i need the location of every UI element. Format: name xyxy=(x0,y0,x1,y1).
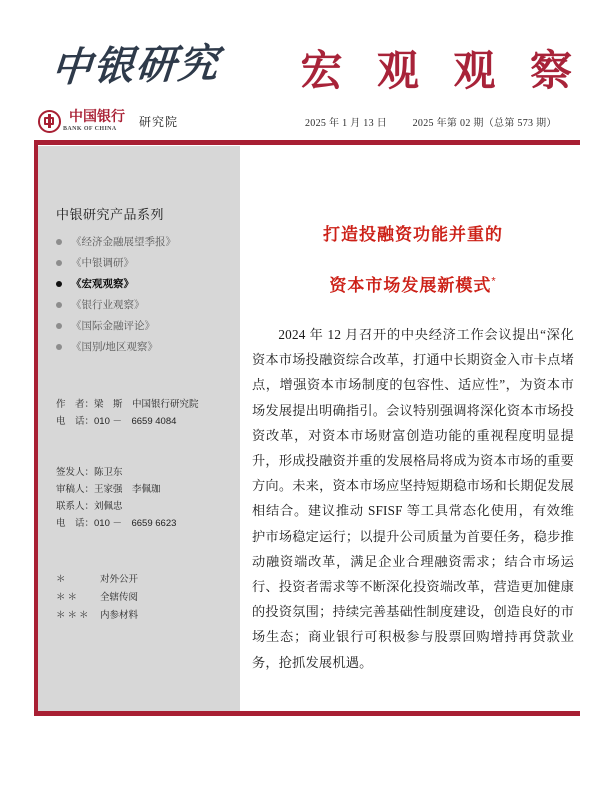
legend-text: 全辖传阅 xyxy=(100,592,139,603)
bullet-icon xyxy=(56,260,62,266)
sidebar-item-label: 《国际金融评论》 xyxy=(71,320,155,332)
sidebar-item-label: 《宏观观察》 xyxy=(71,278,134,290)
sidebar-item-banking-observation[interactable] xyxy=(56,294,231,315)
research-institute-label: 研究院 xyxy=(139,114,179,129)
contact-info-block xyxy=(56,464,236,532)
article-title-line-2 xyxy=(252,271,574,296)
article-title-text: 资本市场发展新模式 xyxy=(329,276,492,295)
sidebar-item-label: 《银行业观察》 xyxy=(71,299,145,311)
sidebar-item-economic-outlook[interactable] xyxy=(56,231,231,252)
bullet-icon xyxy=(56,281,62,287)
author-line: 作 者：梁 斯 中国银行研究院 xyxy=(56,399,199,410)
sidebar-item-intl-finance-review[interactable] xyxy=(56,315,231,336)
sidebar-item-label: 《中银调研》 xyxy=(71,257,134,269)
legend-marks: ＊＊＊ xyxy=(56,610,91,621)
brand-calligraphy-logo: 中银研究 xyxy=(49,40,222,91)
legend-row-public xyxy=(56,571,236,589)
sidebar-item-macro-observation[interactable] xyxy=(56,273,231,294)
legend-marks: ＊ xyxy=(56,574,68,585)
sidebar-item-country-region-observation[interactable] xyxy=(56,336,231,357)
boc-wordmark xyxy=(63,111,125,132)
sidebar xyxy=(38,146,240,711)
issue-number: 2025 年第 02 期（总第 573 期） xyxy=(412,118,557,129)
top-rule xyxy=(34,140,580,145)
bottom-rule xyxy=(34,711,580,716)
author-info-block xyxy=(56,396,236,430)
bank-of-china-logo xyxy=(38,108,178,134)
boc-name-en: BANK OF CHINA xyxy=(63,125,117,132)
issue-date: 2025 年 1 月 13 日 xyxy=(305,118,387,129)
contact-phone-line: 电 话：010 － 6659 6623 xyxy=(56,518,177,529)
boc-emblem-icon xyxy=(38,110,61,133)
legend-marks: ＊＊ xyxy=(56,592,80,603)
issuer-line: 签发人：陈卫东 xyxy=(56,467,123,478)
legend-row-restricted xyxy=(56,607,236,625)
title-footnote-marker: * xyxy=(491,275,497,288)
sidebar-item-label: 《经济金融展望季报》 xyxy=(71,236,176,248)
bullet-icon xyxy=(56,323,62,329)
issue-line xyxy=(305,114,557,129)
article-area xyxy=(252,146,574,711)
journal-title: 宏 观 观 察 xyxy=(300,49,584,95)
legend-text: 内参材料 xyxy=(100,610,139,621)
legend-row-internal-circulation xyxy=(56,589,236,607)
product-series-list xyxy=(56,231,231,357)
article-abstract-body: 2024 年 12 月召开的中央经济工作会议提出“深化资本市场投融资综合改革，打通中长期资金入市卡点堵点，增强资本市场制度的包容性、适应性”，为资本市场发展提出明确指引。会议特别强调将深化资本市场投资改革，对资本市场财富创造功能的重视程度明显提升，形成投融资并重的发展格局将成为资本市场的重要方向。未来，资本市场应坚持短期稳市场和长期促发展相结合。建议推动 SFISF 等工具常态化使用，有效维护市场稳定运行；以提升公司质量为首要任务，稳步推动融资端改革，满足企业合理融资需求；结合市场运行、投资者需求等不断深化投资端改革，营造更加健康的投资氛围；持续完善基础性制度建设，创造良好的市场生态；商业银行可积极参与股票回购增持再贷款业务，抢抓发展机遇。 xyxy=(252,327,574,670)
author-phone-line: 电 话：010 － 6659 4084 xyxy=(56,416,177,427)
contact-person-line: 联系人：刘佩忠 xyxy=(56,501,123,512)
reviewer-line: 审稿人：王家强 李佩珈 xyxy=(56,484,161,495)
masthead xyxy=(0,0,612,142)
bullet-icon xyxy=(56,302,62,308)
sidebar-heading: 中银研究产品系列 xyxy=(56,207,165,222)
sidebar-item-boc-survey[interactable] xyxy=(56,252,231,273)
legend-text: 对外公开 xyxy=(100,574,139,585)
bullet-icon xyxy=(56,239,62,245)
article-title-line-1: 打造投融资功能并重的 xyxy=(323,225,503,244)
bullet-icon xyxy=(56,344,62,350)
sidebar-item-label: 《国别/地区观察》 xyxy=(71,341,158,353)
classification-legend xyxy=(56,571,236,625)
boc-name-cn: 中国银行 xyxy=(69,109,125,125)
